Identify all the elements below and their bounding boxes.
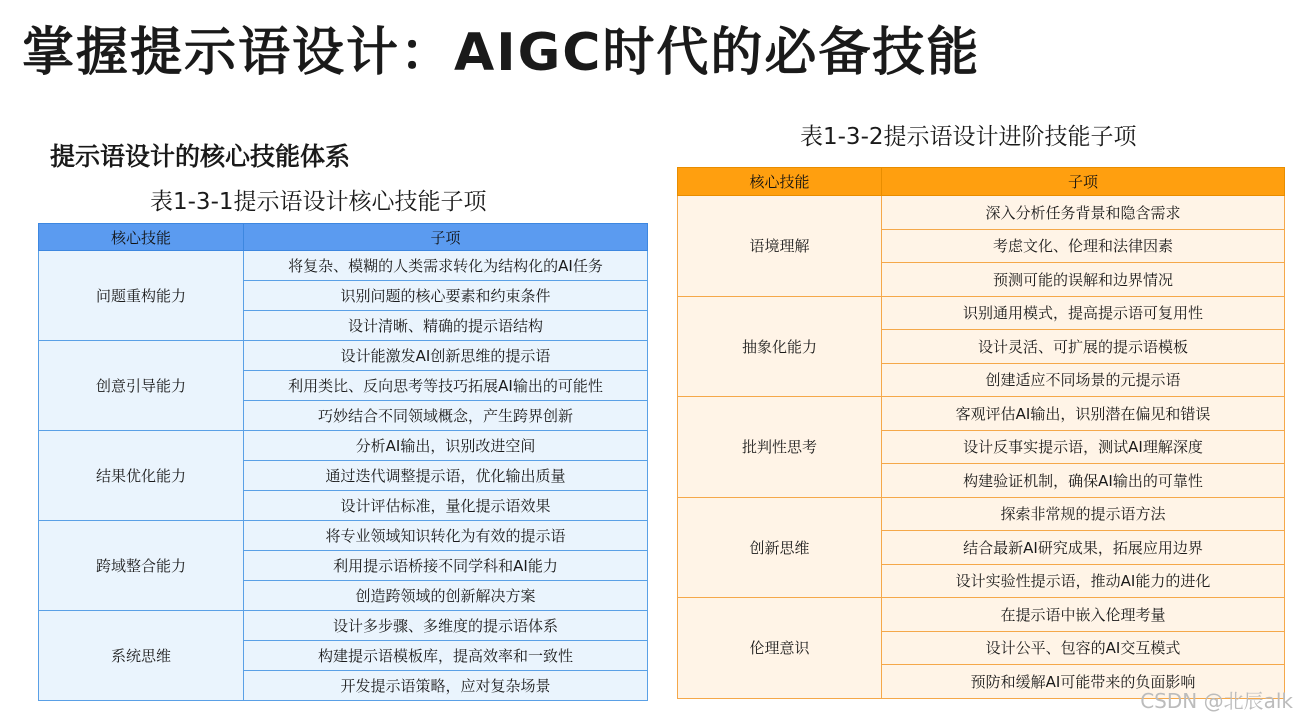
- table-row: [39, 521, 648, 551]
- subitem-cell: 识别通用模式，提高提示语可复用性: [882, 296, 1285, 330]
- section-title: 提示语设计的核心技能体系: [50, 142, 351, 171]
- subitem-cell: 开发提示语策略，应对复杂场景: [244, 671, 648, 701]
- table2-caption: 表1-3-2提示语设计进阶技能子项: [800, 124, 1137, 150]
- table1-caption: 表1-3-1提示语设计核心技能子项: [150, 189, 487, 215]
- skill-cell: 创意引导能力: [39, 341, 244, 431]
- subitem-cell: 设计评估标准，量化提示语效果: [244, 491, 648, 521]
- skill-cell: 系统思维: [39, 611, 244, 701]
- subitem-cell: 设计实验性提示语，推动AI能力的进化: [882, 564, 1285, 598]
- skill-cell: 伦理意识: [678, 598, 882, 699]
- advanced-skills-body: [678, 196, 1285, 699]
- column-header-skill: 核心技能: [678, 168, 882, 196]
- table-row: [678, 296, 1285, 330]
- core-skills-table: [38, 223, 648, 701]
- subitem-cell: 客观评估AI输出，识别潜在偏见和错误: [882, 397, 1285, 431]
- subitem-cell: 设计反事实提示语，测试AI理解深度: [882, 430, 1285, 464]
- subitem-cell: 构建验证机制，确保AI输出的可靠性: [882, 464, 1285, 498]
- skill-cell: 语境理解: [678, 196, 882, 297]
- watermark: CSDN @北辰alk: [1140, 689, 1293, 713]
- table-row: [39, 341, 648, 371]
- subitem-cell: 设计多步骤、多维度的提示语体系: [244, 611, 648, 641]
- table-header-row: [678, 168, 1285, 196]
- advanced-skills-table: [677, 167, 1285, 699]
- core-skills-body: [39, 251, 648, 701]
- subitem-cell: 将复杂、模糊的人类需求转化为结构化的AI任务: [244, 251, 648, 281]
- subitem-cell: 识别问题的核心要素和约束条件: [244, 281, 648, 311]
- table-row: [39, 611, 648, 641]
- subitem-cell: 创造跨领域的创新解决方案: [244, 581, 648, 611]
- table-row: [39, 431, 648, 461]
- skill-cell: 创新思维: [678, 497, 882, 598]
- column-header-subitem: 子项: [882, 168, 1285, 196]
- subitem-cell: 通过迭代调整提示语，优化输出质量: [244, 461, 648, 491]
- subitem-cell: 预测可能的误解和边界情况: [882, 263, 1285, 297]
- subitem-cell: 设计清晰、精确的提示语结构: [244, 311, 648, 341]
- subitem-cell: 将专业领域知识转化为有效的提示语: [244, 521, 648, 551]
- subitem-cell: 设计灵活、可扩展的提示语模板: [882, 330, 1285, 364]
- table-header-row: [39, 224, 648, 251]
- subitem-cell: 巧妙结合不同领域概念，产生跨界创新: [244, 401, 648, 431]
- subitem-cell: 深入分析任务背景和隐含需求: [882, 196, 1285, 230]
- skill-cell: 抽象化能力: [678, 296, 882, 397]
- subitem-cell: 在提示语中嵌入伦理考量: [882, 598, 1285, 632]
- subitem-cell: 探索非常规的提示语方法: [882, 497, 1285, 531]
- subitem-cell: 设计公平、包容的AI交互模式: [882, 631, 1285, 665]
- page-title: 掌握提示语设计：AIGC时代的必备技能: [22, 23, 981, 83]
- subitem-cell: 设计能激发AI创新思维的提示语: [244, 341, 648, 371]
- subitem-cell: 构建提示语模板库，提高效率和一致性: [244, 641, 648, 671]
- table-row: [678, 598, 1285, 632]
- subitem-cell: 考虑文化、伦理和法律因素: [882, 229, 1285, 263]
- table-row: [678, 497, 1285, 531]
- skill-cell: 跨域整合能力: [39, 521, 244, 611]
- subitem-cell: 利用类比、反向思考等技巧拓展AI输出的可能性: [244, 371, 648, 401]
- column-header-skill: 核心技能: [39, 224, 244, 251]
- subitem-cell: 结合最新AI研究成果，拓展应用边界: [882, 531, 1285, 565]
- subitem-cell: 分析AI输出，识别改进空间: [244, 431, 648, 461]
- subitem-cell: 创建适应不同场景的元提示语: [882, 363, 1285, 397]
- skill-cell: 结果优化能力: [39, 431, 244, 521]
- skill-cell: 批判性思考: [678, 397, 882, 498]
- table-row: [678, 196, 1285, 230]
- column-header-subitem: 子项: [244, 224, 648, 251]
- table-row: [678, 397, 1285, 431]
- subitem-cell: 利用提示语桥接不同学科和AI能力: [244, 551, 648, 581]
- subitem-cell: 预防和缓解AI可能带来的负面影响: [882, 665, 1285, 699]
- skill-cell: 问题重构能力: [39, 251, 244, 341]
- table-row: [39, 251, 648, 281]
